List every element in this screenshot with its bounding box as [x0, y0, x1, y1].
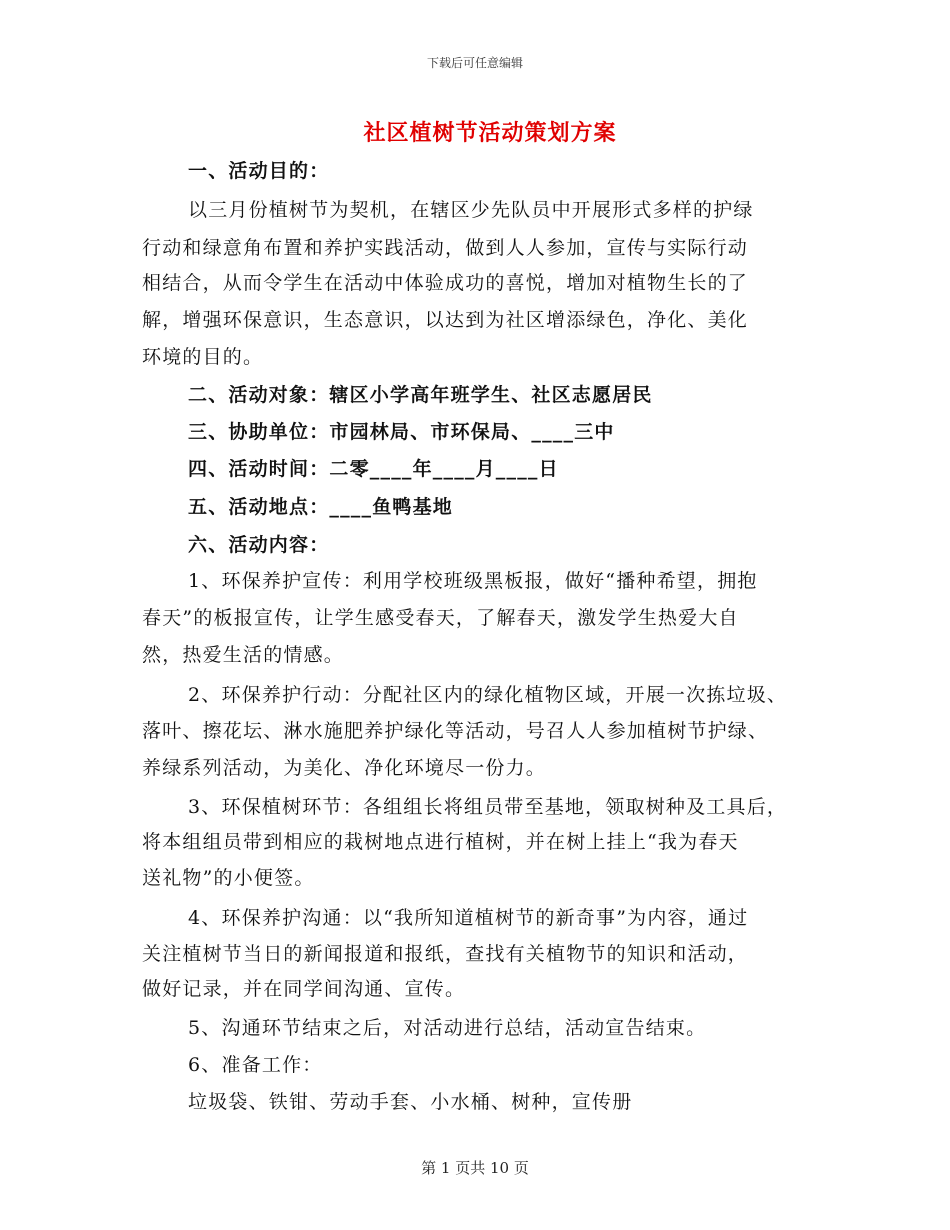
section1-line: 相结合，从而令学生在活动中体验成功的喜悦，增加对植物生长的了 [142, 272, 749, 294]
section1-line: 以三月份植树节为契机，在辖区少先队员中开展形式多样的护绿 [188, 199, 754, 221]
item1-line: 春天”的板报宣传，让学生感受春天，了解春天，激发学生热爱大自 [142, 607, 739, 629]
item4-line: 做好记录，并在同学间沟通、宣传。 [142, 978, 466, 1000]
section3-partners: 三、协助单位：市园林局、市环保局、____三中 [188, 421, 615, 443]
page-header: 下载后可任意编辑 [426, 56, 523, 70]
item6-content: 垃圾袋、铁钳、劳动手套、小水桶、树种，宣传册 [188, 1091, 633, 1113]
section1-heading: 一、活动目的： [188, 160, 330, 182]
item5-line: 5、沟通环节结束之后，对活动进行总结，活动宣告结束。 [188, 1017, 707, 1039]
section5-location: 五、活动地点：____鱼鸭基地 [188, 496, 454, 518]
document-title: 社区植树节活动策划方案 [363, 120, 617, 146]
item4-line: 4、环保养护沟通：以“我所知道植树节的新奇事”为内容，通过 [188, 907, 749, 929]
section4-time: 四、活动时间：二零____年____月____日 [188, 458, 559, 480]
item2-line: 养绿系列活动，为美化、净化环境尽一份力。 [142, 757, 547, 779]
page-footer: 第 1 页共 10 页 [421, 1159, 529, 1177]
section1-line: 行动和绿意角布置和养护实践活动，做到人人参加，宣传与实际行动 [142, 237, 749, 259]
item2-line: 2、环保养护行动：分配社区内的绿化植物区域，开展一次拣垃圾、 [188, 684, 788, 706]
section1-line: 环境的目的。 [142, 346, 264, 368]
item2-line: 落叶、擦花坛、淋水施肥养护绿化等活动，号召人人参加植树节护绿、 [142, 720, 769, 742]
item3-line: 将本组组员带到相应的栽树地点进行植树，并在树上挂上“我为春天 [142, 831, 739, 853]
item3-line: 送礼物”的小便签。 [142, 867, 315, 889]
section1-line: 解，增强环保意识，生态意识，以达到为社区增添绿色，净化、美化 [142, 309, 749, 331]
item6-heading: 6、准备工作： [188, 1054, 323, 1076]
item1-line: 然，热爱生活的情感。 [142, 644, 345, 666]
item1-line: 1、环保养护宣传：利用学校班级黑板报，做好“播种希望，拥抱 [188, 570, 758, 592]
section6-heading: 六、活动内容： [188, 534, 330, 556]
item3-line: 3、环保植树环节：各组组长将组员带至基地，领取树种及工具后， [188, 796, 788, 818]
section2-target: 二、活动对象：辖区小学高年班学生、社区志愿居民 [188, 384, 653, 406]
item4-line: 关注植树节当日的新闻报道和报纸，查找有关植物节的知识和活动， [142, 943, 749, 965]
